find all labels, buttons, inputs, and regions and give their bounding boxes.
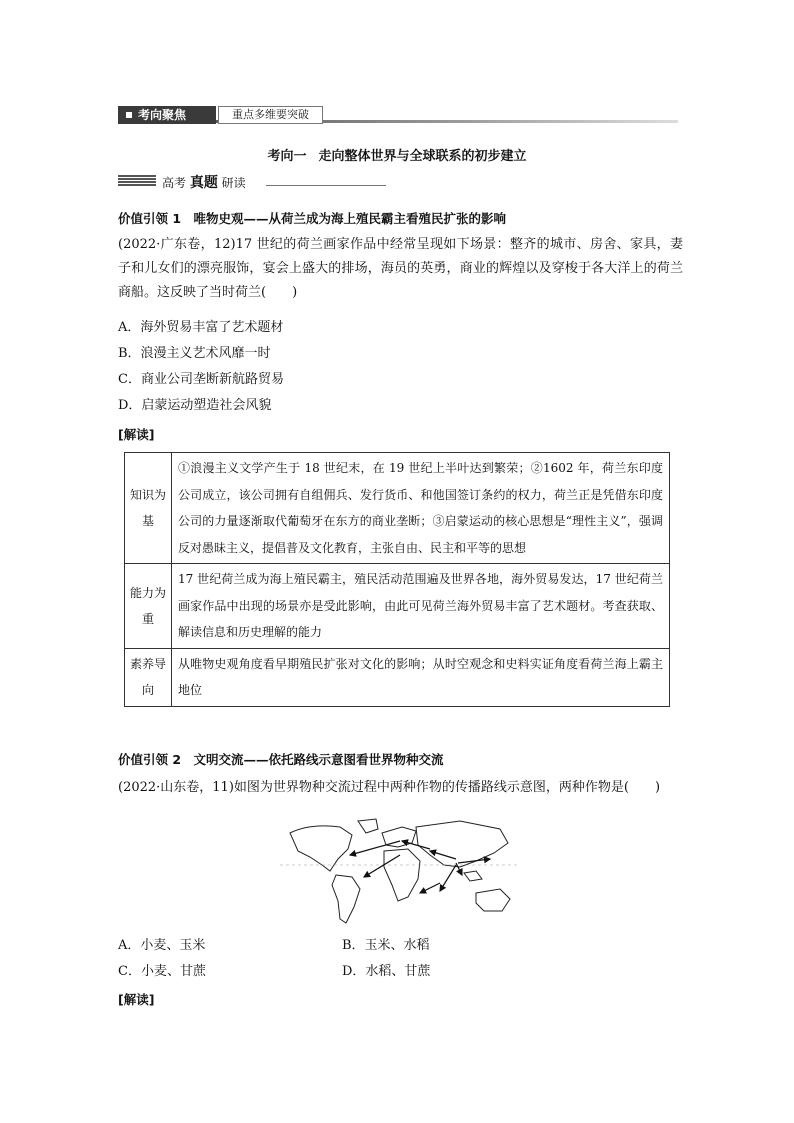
- sub-header-suffix: 研读: [221, 176, 246, 190]
- q2-option-d: D．水稻、甘蔗: [342, 964, 431, 979]
- q2-option-b: B．玉米、水稻: [342, 938, 430, 953]
- q1-option-d: D．启蒙运动塑造社会风貌: [118, 398, 272, 413]
- section-number: 考向一: [267, 149, 307, 164]
- banner-subtitle: 重点多维要突破: [218, 106, 323, 124]
- q1-analysis-label: [解读]: [118, 427, 155, 442]
- q2-analysis-label: [解读]: [118, 992, 155, 1007]
- q2-heading: 价值引领 2 文明交流——依托路线示意图看世界物种交流: [118, 752, 444, 767]
- section-name: 走向整体世界与全球联系的初步建立: [318, 149, 527, 164]
- row-text-literacy: 从唯物史观角度看早期殖民扩张对文化的影响；从时空观念和史料实证角度看荷兰海上霸主地位: [172, 648, 670, 706]
- q2-stem: (2022·山东卷，11)如图为世界物种交流过程中两种作物的传播路线示意图，两种作物是( ): [118, 780, 661, 795]
- q1-option-b: B．浪漫主义艺术风靡一时: [118, 346, 271, 361]
- sub-header-text: [162, 172, 246, 192]
- sub-header-emph: 真题: [189, 175, 218, 191]
- q1-option-c: C．商业公司垄断新航路贸易: [118, 372, 284, 387]
- q1-heading: 价值引领 1 唯物史观——从荷兰成为海上殖民霸主看殖民扩张的影响: [118, 211, 507, 226]
- square-bullet-icon: [126, 112, 132, 118]
- row-text-knowledge: ①浪漫主义文学产生于 18 世纪末，在 19 世纪上半叶达到繁荣；②1602 年，荷兰东印度公司成立，该公司拥有自组佣兵、发行货币、和他国签订条约的权力，荷兰正是凭借东印度公司的力量逐渐取代葡萄牙在东方的商业垄断；③启蒙运动的核心思想是“理性主义”，强调反对愚昧主义，提倡普及文化教育，主张自由、民主和平等的思想: [172, 453, 670, 564]
- row-label-literacy: 素养导向: [125, 648, 172, 706]
- row-label-ability: 能力为重: [125, 564, 172, 649]
- stripes-icon: [118, 175, 156, 186]
- banner-tag: [118, 106, 216, 124]
- q1-option-a: A．海外贸易丰富了艺术题材: [118, 320, 284, 335]
- q2-option-a: A．小麦、玉米: [118, 938, 206, 953]
- row-text-ability: 17 世纪荷兰成为海上殖民霸主，殖民活动范围遍及世界各地，海外贸易发达，17 世纪荷兰画家作品中出现的场景亦是受此影响，由此可见荷兰海外贸易丰富了艺术题材。考查获取、解读信息和历史理解的能力: [172, 564, 670, 649]
- table-row: [125, 564, 670, 649]
- world-crop-route-map: [280, 815, 520, 933]
- table-row: [125, 648, 670, 706]
- banner-tag-text: 考向聚焦: [138, 108, 187, 122]
- sub-header-rule: [266, 185, 386, 186]
- row-label-knowledge: 知识为基: [125, 453, 172, 564]
- q2-option-c: C．小麦、甘蔗: [118, 964, 206, 979]
- sub-header-prefix: 高考: [162, 176, 187, 190]
- q1-stem: (2022·广东卷，12)17 世纪的荷兰画家作品中经常呈现如下场景：整齐的城市、房舍、家具，妻子和儿女们的漂亮服饰，宴会上盛大的排场，海员的英勇，商业的辉煌以及穿梭于各大洋上的荷兰商船。这反映了当时荷兰( ): [118, 237, 683, 300]
- analysis-table: [124, 452, 670, 707]
- table-row: [125, 453, 670, 564]
- section-title: [0, 145, 794, 164]
- world-map-svg: [280, 815, 520, 933]
